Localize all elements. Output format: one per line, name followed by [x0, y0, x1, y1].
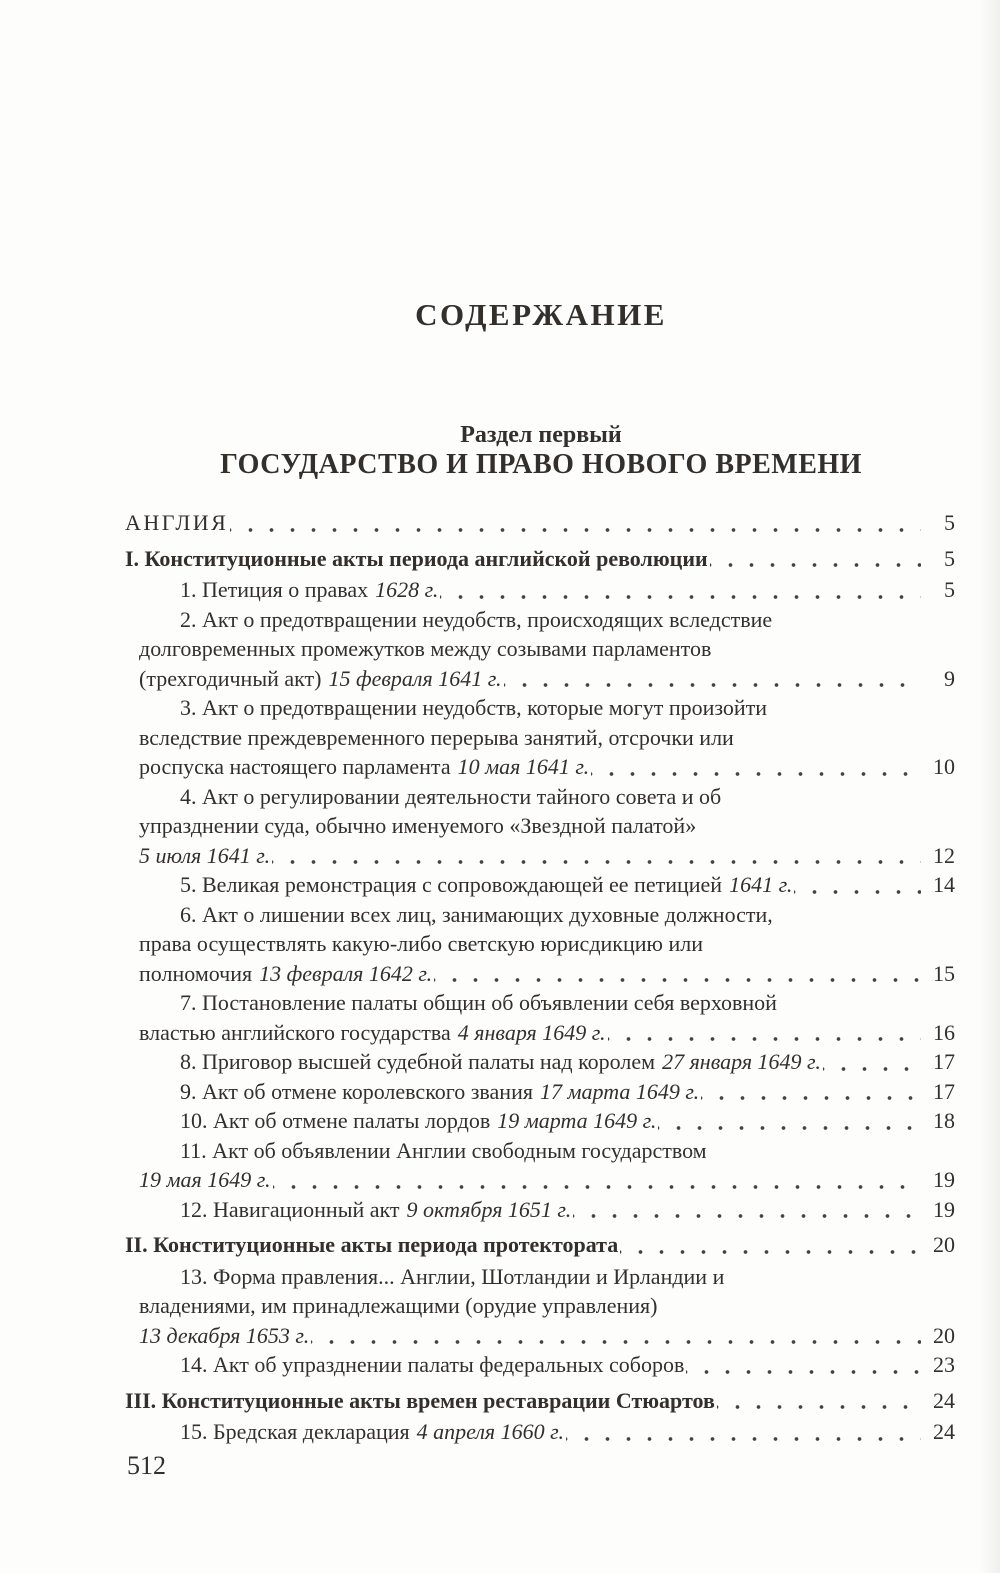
toc-entry [125, 900, 955, 989]
entry-text: упразднении суда, обычно именуемого «Звездной палатой» [139, 813, 697, 838]
entry-date: 1628 г. [375, 577, 439, 602]
dot-leader [794, 870, 921, 900]
entry-page-number: 19 [933, 1167, 955, 1192]
entry-page-number: 12 [933, 842, 955, 868]
toc-line [125, 1047, 955, 1077]
dot-leader [573, 1195, 921, 1225]
entry-page-number: 15 [933, 960, 955, 986]
toc-entry [125, 693, 955, 782]
entry-text: 1. Петиция о правах [180, 577, 369, 602]
part-label: Раздел первый [460, 422, 622, 448]
entry-date: 13 декабря 1653 г. [139, 1322, 310, 1348]
toc-line [125, 841, 955, 871]
entry-date: 17 марта 1649 г. [539, 1078, 700, 1104]
toc-line [125, 1230, 955, 1260]
toc-entry [125, 1386, 955, 1416]
dot-leader [566, 1417, 921, 1447]
toc-entry [125, 1047, 955, 1077]
toc-entry [125, 870, 955, 900]
entry-page-number: 24 [933, 1387, 955, 1413]
folio-page-number: 512 [127, 1451, 166, 1480]
entry-page-number: 19 [933, 1196, 955, 1222]
toc-line [125, 988, 955, 1018]
toc-entry [125, 988, 955, 1047]
dot-leader [658, 1106, 921, 1136]
toc-line [125, 900, 955, 930]
entry-date: 10 мая 1641 г. [457, 754, 590, 779]
dot-leader [717, 1386, 921, 1416]
toc-entry [125, 1077, 955, 1107]
entry-text: властью английского государства [139, 1019, 451, 1045]
toc-line [125, 811, 955, 841]
entry-date: 19 мая 1649 г. [139, 1167, 271, 1192]
entry-page-number: 16 [933, 1019, 955, 1045]
toc-line [125, 752, 955, 782]
toc-line [125, 1417, 955, 1447]
toc-line [125, 723, 955, 753]
entry-text: II. Конституционные акты периода протектората [125, 1232, 619, 1257]
entry-text: III. Конституционные акты времен реставрации Стюартов [125, 1387, 715, 1413]
entry-date: 9 октября 1651 г. [406, 1196, 572, 1222]
toc-entry [125, 544, 955, 574]
entry-text: 5. Великая ремонстрация с сопровождающей ее петицией [180, 872, 723, 897]
toc-entry [125, 508, 955, 538]
dot-leader [273, 1165, 921, 1195]
entry-text: права осуществлять какую-либо светскую юрисдикцию или [139, 931, 703, 956]
entry-text: 6. Акт о лишении всех лиц, занимающих духовные должности, [180, 901, 773, 927]
dot-leader [272, 841, 921, 871]
entry-text: 8. Приговор высшей судебной палаты над королем [180, 1049, 656, 1074]
part-title: ГОСУДАРСТВО И ПРАВО НОВОГО ВРЕМЕНИ [220, 449, 862, 480]
toc-line [125, 870, 955, 900]
toc-entry [125, 575, 955, 605]
contents-title: СОДЕРЖАНИЕ [415, 297, 667, 332]
toc-line [125, 693, 955, 723]
toc-line [125, 1195, 955, 1225]
entry-text: 9. Акт об отмене королевского звания [180, 1078, 533, 1104]
toc-line [125, 959, 955, 989]
dot-leader [608, 1018, 921, 1048]
toc-entry [125, 1230, 955, 1260]
dot-leader [311, 1321, 921, 1351]
entry-date: 13 февраля 1642 г. [259, 960, 433, 986]
toc-entry [125, 605, 955, 694]
toc-line [125, 1262, 955, 1292]
toc-line [125, 634, 955, 664]
entry-date: 4 января 1649 г. [457, 1019, 606, 1045]
entry-text: 10. Акт об отмене палаты лордов [180, 1108, 491, 1133]
entry-text: 4. Акт о регулировании деятельности тайного совета и об [180, 783, 722, 809]
dot-leader [230, 508, 921, 538]
toc-line [125, 664, 955, 694]
toc-line [125, 544, 955, 574]
entry-page-number: 23 [933, 1352, 955, 1377]
dot-leader [823, 1047, 921, 1077]
entry-page-number: 18 [933, 1108, 955, 1133]
toc-line [125, 1018, 955, 1048]
entry-date: 1641 г. [729, 872, 793, 897]
entry-date: 27 января 1649 г. [662, 1049, 821, 1074]
entry-text: роспуска настоящего парламента [139, 754, 451, 779]
entry-text: 14. Акт об упразднении палаты федеральных соборов [180, 1352, 685, 1377]
entry-date: 4 апреля 1660 г. [416, 1419, 564, 1444]
toc-line [125, 605, 955, 635]
entry-page-number: 17 [933, 1049, 955, 1074]
toc-line [125, 782, 955, 812]
toc-list [125, 508, 955, 1447]
toc-line [125, 1291, 955, 1321]
toc-line [125, 508, 955, 538]
toc-line [125, 1386, 955, 1416]
dot-leader [434, 959, 921, 989]
entry-page-number: 5 [944, 510, 955, 535]
entry-page-number: 20 [933, 1232, 955, 1257]
entry-text: I. Конституционные акты периода английской революции [125, 545, 708, 571]
entry-page-number: 5 [944, 577, 955, 602]
entry-page-number: 10 [933, 754, 955, 779]
toc-entry [125, 1350, 955, 1380]
toc-entry [125, 1195, 955, 1225]
entry-text: 11. Акт об объявлении Англии свободным государством [180, 1137, 707, 1163]
dot-leader [620, 1230, 921, 1260]
dot-leader [701, 1077, 921, 1107]
toc-line [125, 929, 955, 959]
entry-text: 7. Постановление палаты общин об объявлении себя верховной [180, 990, 777, 1015]
entry-text: (трехгодичный акт) [139, 665, 322, 691]
entry-text: 15. Бредская декларация [180, 1419, 410, 1444]
entry-text: полномочия [139, 960, 253, 986]
toc-line [125, 1106, 955, 1136]
entry-page-number: 17 [933, 1078, 955, 1104]
entry-text: 13. Форма правления... Англии, Шотландии и Ирландии и [180, 1263, 725, 1289]
entry-page-number: 14 [933, 872, 955, 897]
toc-entry [125, 1262, 955, 1351]
part-heading [125, 420, 957, 479]
entry-text: вследствие преждевременного перерыва занятий, отсрочки или [139, 724, 734, 750]
entry-text: 12. Навигационный акт [180, 1196, 400, 1222]
entry-page-number: 20 [933, 1322, 955, 1348]
toc-entry [125, 1136, 955, 1195]
entry-text: владениями, им принадлежащими (орудие управления) [139, 1293, 658, 1318]
toc-line [125, 1136, 955, 1166]
entry-text: долговременных промежутков между созывами парламентов [139, 636, 712, 661]
toc-line [125, 1321, 955, 1351]
entry-text: АНГЛИЯ [125, 510, 229, 535]
toc-entry [125, 1106, 955, 1136]
entry-date: 5 июля 1641 г. [139, 842, 271, 868]
dot-leader [504, 664, 921, 694]
toc-line [125, 1077, 955, 1107]
toc-entry [125, 1417, 955, 1447]
entry-date: 19 марта 1649 г. [497, 1108, 657, 1133]
toc-entry [125, 782, 955, 871]
entry-page-number: 5 [944, 545, 955, 571]
toc-line [125, 575, 955, 605]
entry-date: 15 февраля 1641 г. [328, 665, 502, 691]
dot-leader [686, 1350, 921, 1380]
entry-page-number: 24 [933, 1419, 955, 1444]
dot-leader [440, 575, 921, 605]
dot-leader [710, 544, 921, 574]
entry-text: 2. Акт о предотвращении неудобств, происходящих вследствие [180, 606, 773, 632]
toc-line [125, 1350, 955, 1380]
entry-page-number: 9 [944, 665, 955, 691]
toc-line [125, 1165, 955, 1195]
dot-leader [591, 752, 921, 782]
entry-text: 3. Акт о предотвращении неудобств, которые могут произойти [180, 695, 768, 720]
